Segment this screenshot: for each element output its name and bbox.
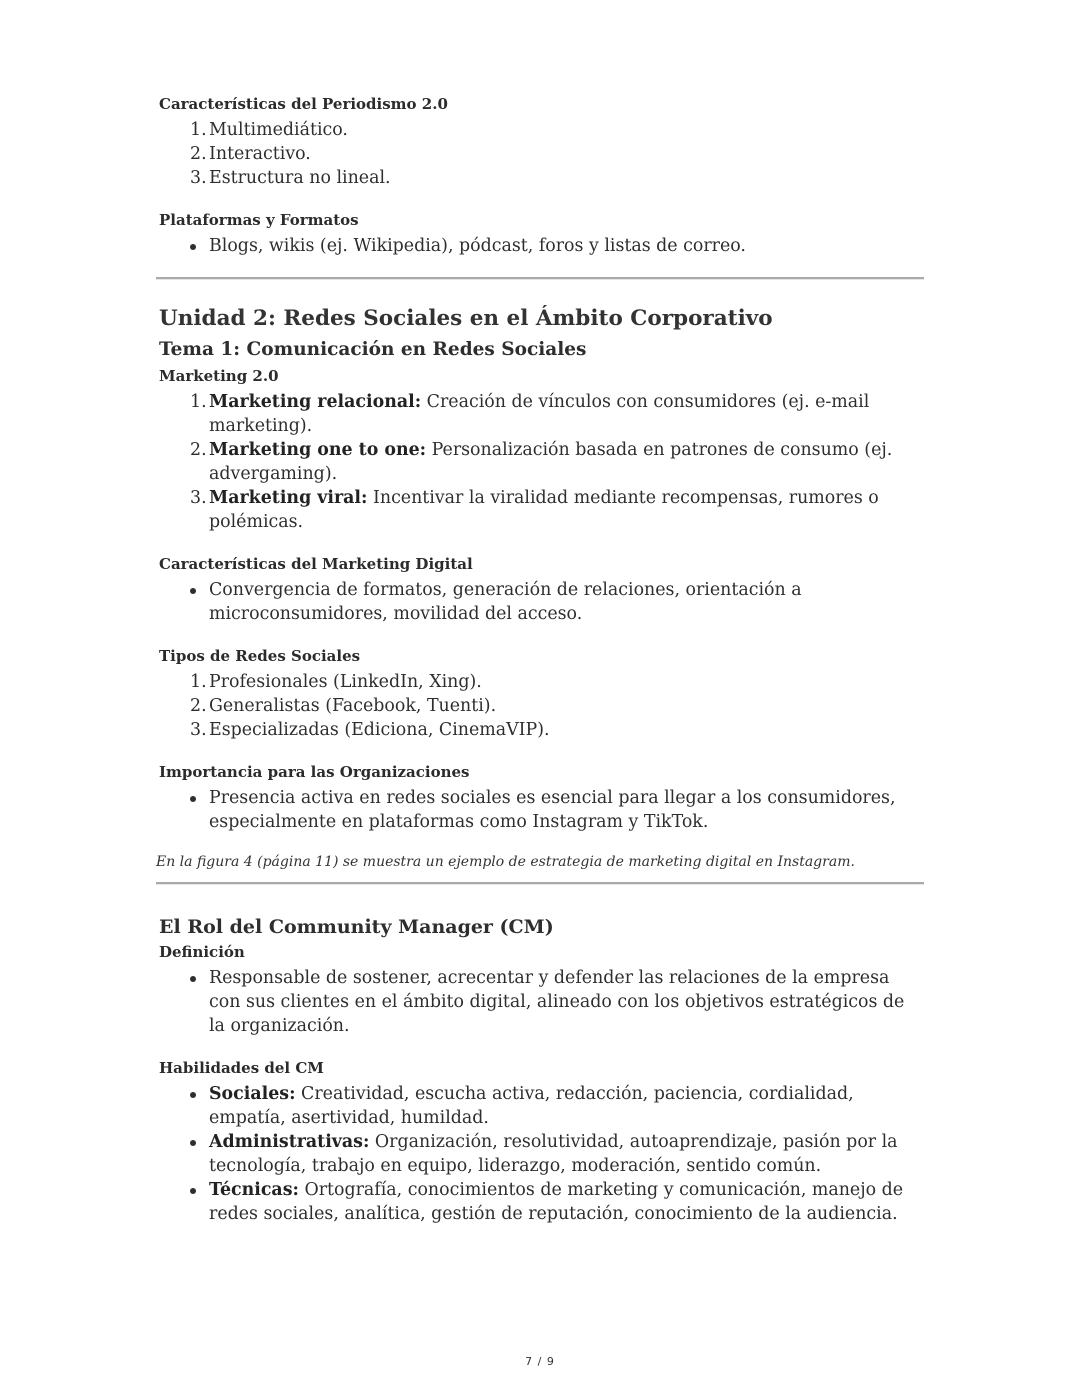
list-tipos	[159, 670, 924, 742]
list-item: Administrativas: Organización, resolutividad, autoaprendizaje, pasión por la tecnología, trabajo en equipo, liderazgo, moderación, sentido común.	[159, 1130, 924, 1178]
bullet-icon	[190, 976, 196, 982]
list-item: 1. Profesionales (LinkedIn, Xing).	[190, 672, 482, 692]
list-caracteristicas-md	[159, 578, 924, 626]
list-habilidades	[159, 1082, 924, 1226]
list-item: 2. Generalistas (Facebook, Tuenti).	[190, 696, 497, 716]
list-item: 2. Marketing one to one: Personalización basada en patrones de consumo (ej. advergaming).	[190, 440, 893, 484]
list-item: Presencia activa en redes sociales es esencial para llegar a los consumidores, especialmente en plataformas como Instagram y TikTok.	[159, 786, 924, 834]
list-item: 2. Interactivo.	[190, 144, 311, 164]
bullet-icon	[190, 796, 196, 802]
page-content	[156, 92, 924, 1226]
heading-plataformas: Plataformas y Formatos	[159, 211, 359, 229]
unit-title: Unidad 2: Redes Sociales en el Ámbito Corporativo	[159, 306, 773, 331]
list-plataformas	[159, 234, 924, 258]
heading-caracteristicas-md: Características del Marketing Digital	[159, 555, 473, 573]
bullet-icon	[190, 588, 196, 594]
figure-note: En la figura 4 (página 11) se muestra un ejemplo de estrategia de marketing digital en Instagram.	[156, 854, 855, 870]
list-periodismo	[159, 118, 924, 190]
heading-definicion: Definición	[159, 943, 245, 961]
cm-title: El Rol del Community Manager (CM)	[159, 916, 554, 938]
list-item: 3. Especializadas (Ediciona, CinemaVIP).	[190, 720, 550, 740]
bullet-icon	[190, 1092, 196, 1098]
list-marketing20	[159, 390, 924, 534]
heading-periodismo: Características del Periodismo 2.0	[159, 95, 448, 113]
list-item: Convergencia de formatos, generación de relaciones, orientación a microconsumidores, movilidad del acceso.	[159, 578, 924, 626]
list-importancia	[159, 786, 924, 834]
heading-importancia: Importancia para las Organizaciones	[159, 763, 470, 781]
list-item: Sociales: Creatividad, escucha activa, redacción, paciencia, cordialidad, empatía, asertividad, humildad.	[159, 1082, 924, 1130]
list-definicion	[159, 966, 924, 1038]
list-item: 3. Marketing viral: Incentivar la viralidad mediante recompensas, rumores o polémicas.	[190, 488, 879, 532]
topic-title: Tema 1: Comunicación en Redes Sociales	[159, 339, 587, 360]
bullet-icon	[190, 1188, 196, 1194]
list-item: Blogs, wikis (ej. Wikipedia), pódcast, foros y listas de correo.	[159, 234, 924, 258]
list-item: 1. Marketing relacional: Creación de vínculos con consumidores (ej. e-mail marketing).	[190, 392, 870, 436]
list-item: Técnicas: Ortografía, conocimientos de marketing y comunicación, manejo de redes sociales, analítica, gestión de reputación, conocimiento de la audiencia.	[159, 1178, 924, 1226]
bullet-icon	[190, 1140, 196, 1146]
list-item: Responsable de sostener, acrecentar y defender las relaciones de la empresa con sus clientes en el ámbito digital, alineado con los objetivos estratégicos de la organización.	[159, 966, 924, 1038]
heading-tipos: Tipos de Redes Sociales	[159, 647, 361, 665]
page-indicator: 7 / 9	[525, 1355, 555, 1368]
heading-habilidades: Habilidades del CM	[159, 1059, 324, 1077]
list-item: 1. Multimediático.	[190, 120, 348, 140]
heading-marketing20: Marketing 2.0	[159, 367, 279, 385]
bullet-icon	[190, 244, 196, 250]
list-item: 3. Estructura no lineal.	[190, 168, 391, 188]
